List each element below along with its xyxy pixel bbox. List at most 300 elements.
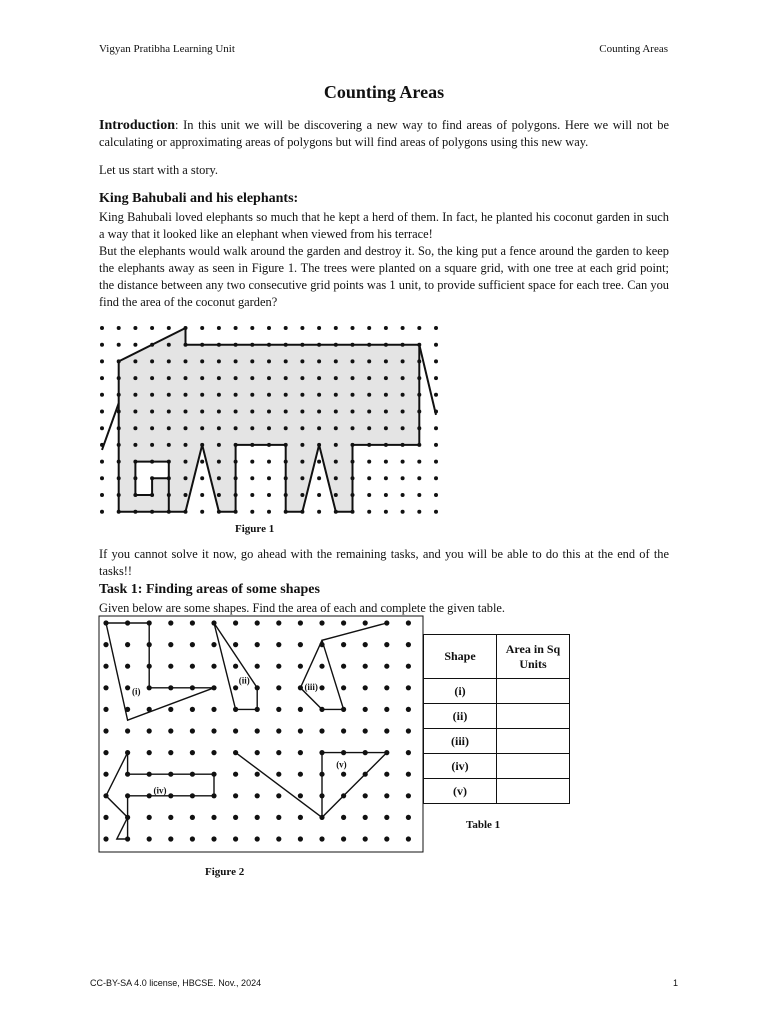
- grid-dot: [211, 772, 216, 777]
- grid-dot: [150, 359, 154, 363]
- grid-dot: [200, 359, 204, 363]
- grid-dot: [184, 393, 188, 397]
- grid-dot: [284, 460, 288, 464]
- elephant-fence-outline: [119, 328, 420, 512]
- grid-dot: [276, 728, 281, 733]
- grid-dot: [363, 772, 368, 777]
- grid-dot: [147, 772, 152, 777]
- grid-dot: [406, 707, 411, 712]
- grid-dot: [133, 359, 137, 363]
- grid-dot: [384, 685, 389, 690]
- grid-dot: [125, 772, 130, 777]
- grid-dot: [190, 664, 195, 669]
- grid-dot: [334, 359, 338, 363]
- grid-dot: [417, 493, 421, 497]
- grid-dot: [300, 376, 304, 380]
- grid-dot: [434, 410, 438, 414]
- grid-dot: [363, 793, 368, 798]
- grid-dot: [233, 685, 238, 690]
- grid-dot: [384, 460, 388, 464]
- grid-dot: [284, 326, 288, 330]
- grid-dot: [184, 343, 188, 347]
- grid-dot: [233, 642, 238, 647]
- grid-dot: [341, 815, 346, 820]
- grid-dot: [367, 510, 371, 514]
- grid-dot: [167, 343, 171, 347]
- grid-dot: [334, 443, 338, 447]
- grid-dot: [267, 393, 271, 397]
- grid-dot: [267, 443, 271, 447]
- grid-dot: [284, 510, 288, 514]
- grid-dot: [384, 750, 389, 755]
- grid-dot: [200, 393, 204, 397]
- grid-dot: [351, 510, 355, 514]
- grid-dot: [300, 426, 304, 430]
- elephant-tail: [419, 345, 436, 415]
- grid-dot: [133, 510, 137, 514]
- grid-dot: [147, 664, 152, 669]
- grid-dot: [341, 664, 346, 669]
- grid-dot: [234, 426, 238, 430]
- grid-dot: [406, 685, 411, 690]
- grid-dot: [217, 410, 221, 414]
- grid-dot: [367, 443, 371, 447]
- grid-dot: [276, 642, 281, 647]
- grid-dot: [100, 426, 104, 430]
- grid-dot: [341, 728, 346, 733]
- grid-dot: [319, 793, 324, 798]
- grid-dot: [233, 750, 238, 755]
- grid-dot: [341, 685, 346, 690]
- story-line: Let us start with a story.: [99, 163, 218, 177]
- grid-dot: [384, 326, 388, 330]
- grid-dot: [233, 664, 238, 669]
- table-caption: Table 1: [466, 819, 501, 831]
- grid-dot: [267, 376, 271, 380]
- grid-dot: [200, 443, 204, 447]
- grid-dot: [125, 815, 130, 820]
- grid-dot: [217, 443, 221, 447]
- grid-dot: [103, 642, 108, 647]
- grid-dot: [351, 326, 355, 330]
- grid-dot: [167, 493, 171, 497]
- grid-dot: [100, 326, 104, 330]
- grid-dot: [117, 326, 121, 330]
- grid-dot: [267, 510, 271, 514]
- grid-dot: [276, 750, 281, 755]
- grid-dot: [117, 510, 121, 514]
- grid-dot: [250, 443, 254, 447]
- grid-dot: [317, 426, 321, 430]
- grid-dot: [147, 815, 152, 820]
- table-row: [424, 779, 570, 804]
- grid-dot: [341, 620, 346, 625]
- intro-text: : In this unit we will be discovering a new way to find areas of polygons. Here we will not be calculating or approximating areas of polygons but will find areas of polygons using this new way.: [99, 118, 669, 149]
- grid-dot: [125, 685, 130, 690]
- grid-dot: [217, 476, 221, 480]
- table-header-area: Area in Sq Units: [497, 635, 570, 679]
- grid-dot: [406, 793, 411, 798]
- grid-dot: [117, 343, 121, 347]
- grid-dot: [363, 664, 368, 669]
- grid-dot: [276, 836, 281, 841]
- grid-dot: [233, 707, 238, 712]
- grid-dot: [351, 343, 355, 347]
- grid-dot: [276, 793, 281, 798]
- grid-dot: [300, 343, 304, 347]
- grid-dot: [184, 476, 188, 480]
- grid-dot: [255, 836, 260, 841]
- grid-dot: [298, 836, 303, 841]
- grid-dot: [367, 393, 371, 397]
- grid-dot: [367, 410, 371, 414]
- grid-dot: [233, 815, 238, 820]
- grid-dot: [417, 359, 421, 363]
- grid-dot: [255, 707, 260, 712]
- grid-dot: [150, 410, 154, 414]
- grid-dot: [363, 707, 368, 712]
- table-header-row: [424, 635, 570, 679]
- grid-dot: [319, 642, 324, 647]
- grid-dot: [276, 664, 281, 669]
- grid-dot: [103, 685, 108, 690]
- grid-dot: [300, 460, 304, 464]
- shape-i-outline: [106, 623, 214, 720]
- grid-dot: [319, 685, 324, 690]
- page-title: Counting Areas: [323, 82, 445, 102]
- grid-dot: [284, 343, 288, 347]
- grid-dot: [406, 620, 411, 625]
- grid-dot: [255, 793, 260, 798]
- header-left: Vigyan Pratibha Learning Unit: [99, 43, 235, 55]
- grid-dot: [117, 393, 121, 397]
- grid-dot: [317, 376, 321, 380]
- grid-dot: [317, 343, 321, 347]
- grid-dot: [211, 642, 216, 647]
- grid-dot: [351, 443, 355, 447]
- grid-dot: [351, 410, 355, 414]
- grid-dot: [125, 793, 130, 798]
- grid-dot: [276, 772, 281, 777]
- grid-dot: [150, 326, 154, 330]
- grid-dot: [168, 836, 173, 841]
- grid-dot: [233, 793, 238, 798]
- grid-dot: [276, 815, 281, 820]
- grid-dot: [200, 410, 204, 414]
- grid-dot: [200, 460, 204, 464]
- grid-dot: [234, 443, 238, 447]
- grid-dot: [334, 410, 338, 414]
- grid-dot: [190, 685, 195, 690]
- grid-dot: [167, 326, 171, 330]
- grid-dot: [384, 343, 388, 347]
- grid-dot: [167, 460, 171, 464]
- grid-dot: [255, 664, 260, 669]
- grid-dot: [284, 376, 288, 380]
- grid-dot: [125, 750, 130, 755]
- grid-dot: [334, 326, 338, 330]
- grid-dot: [233, 772, 238, 777]
- grid-dot: [401, 460, 405, 464]
- grid-dot: [190, 836, 195, 841]
- grid-dot: [298, 664, 303, 669]
- table-cell-area[interactable]: [497, 729, 570, 754]
- grid-dot: [384, 793, 389, 798]
- section-paragraph-1: King Bahubali loved elephants so much that he kept a herd of them. In fact, he planted his coconut garden in such a way that it looked like an elephant when viewed from his terrace!: [99, 210, 669, 241]
- grid-dot: [406, 772, 411, 777]
- grid-dot: [363, 620, 368, 625]
- grid-dot: [217, 359, 221, 363]
- grid-dot: [150, 510, 154, 514]
- grid-dot: [234, 410, 238, 414]
- grid-dot: [298, 707, 303, 712]
- grid-dot: [319, 772, 324, 777]
- grid-dot: [125, 836, 130, 841]
- grid-dot: [267, 326, 271, 330]
- grid-dot: [255, 750, 260, 755]
- grid-dot: [341, 793, 346, 798]
- grid-dot: [384, 426, 388, 430]
- grid-dot: [117, 476, 121, 480]
- grid-dot: [367, 476, 371, 480]
- grid-dot: [233, 728, 238, 733]
- grid-dot: [147, 707, 152, 712]
- grid-dot: [103, 793, 108, 798]
- grid-dot: [190, 620, 195, 625]
- grid-dot: [363, 728, 368, 733]
- grid-dot: [319, 664, 324, 669]
- grid-dot: [250, 493, 254, 497]
- grid-dot: [217, 510, 221, 514]
- grid-dot: [100, 410, 104, 414]
- grid-dot: [401, 493, 405, 497]
- grid-dot: [184, 493, 188, 497]
- grid-dot: [133, 393, 137, 397]
- grid-dot: [434, 343, 438, 347]
- grid-dot: [417, 326, 421, 330]
- grid-dot: [319, 836, 324, 841]
- grid-dot: [150, 443, 154, 447]
- table-cell-shape: (iii): [424, 729, 497, 754]
- grid-dot: [133, 460, 137, 464]
- grid-dot: [234, 460, 238, 464]
- table-header-shape: Shape: [424, 635, 497, 679]
- grid-dot: [351, 476, 355, 480]
- shape-label: (iv): [153, 785, 167, 796]
- grid-dot: [334, 376, 338, 380]
- table-cell-area[interactable]: [497, 704, 570, 729]
- grid-dot: [367, 359, 371, 363]
- grid-dot: [234, 510, 238, 514]
- grid-dot: [317, 476, 321, 480]
- grid-dot: [100, 359, 104, 363]
- grid-dot: [103, 664, 108, 669]
- grid-dot: [234, 359, 238, 363]
- grid-dot: [184, 359, 188, 363]
- grid-dot: [250, 393, 254, 397]
- grid-dot: [267, 410, 271, 414]
- grid-dot: [341, 772, 346, 777]
- grid-dot: [133, 426, 137, 430]
- grid-dot: [334, 426, 338, 430]
- grid-dot: [255, 642, 260, 647]
- grid-dot: [434, 359, 438, 363]
- grid-dot: [417, 443, 421, 447]
- grid-dot: [384, 410, 388, 414]
- grid-dot: [367, 343, 371, 347]
- grid-dot: [147, 793, 152, 798]
- grid-dot: [384, 728, 389, 733]
- table-cell-area[interactable]: [497, 754, 570, 779]
- grid-dot: [250, 359, 254, 363]
- grid-dot: [167, 376, 171, 380]
- grid-dot: [334, 510, 338, 514]
- grid-dot: [125, 728, 130, 733]
- grid-dot: [401, 376, 405, 380]
- grid-dot: [103, 836, 108, 841]
- grid-dot: [317, 359, 321, 363]
- grid-dot: [417, 376, 421, 380]
- grid-dot: [168, 707, 173, 712]
- grid-dot: [298, 685, 303, 690]
- grid-dot: [100, 393, 104, 397]
- grid-dot: [284, 426, 288, 430]
- grid-dot: [103, 772, 108, 777]
- grid-dot: [168, 772, 173, 777]
- grid-dot: [147, 728, 152, 733]
- grid-dot: [341, 707, 346, 712]
- shape-iv-outline: [106, 753, 214, 839]
- grid-dot: [250, 460, 254, 464]
- grid-dot: [300, 493, 304, 497]
- grid-dot: [363, 836, 368, 841]
- grid-dot: [406, 836, 411, 841]
- grid-dot: [284, 393, 288, 397]
- grid-dot: [234, 376, 238, 380]
- table-row: [424, 754, 570, 779]
- shape-v-outline: [236, 753, 387, 818]
- grid-dot: [167, 393, 171, 397]
- grid-dot: [417, 460, 421, 464]
- grid-dot: [319, 707, 324, 712]
- grid-dot: [401, 443, 405, 447]
- grid-dot: [298, 620, 303, 625]
- grid-dot: [168, 642, 173, 647]
- grid-dot: [384, 836, 389, 841]
- grid-dot: [190, 750, 195, 755]
- area-table: [423, 634, 570, 804]
- grid-dot: [255, 620, 260, 625]
- table-cell-area[interactable]: [497, 779, 570, 804]
- grid-dot: [363, 815, 368, 820]
- grid-dot: [125, 707, 130, 712]
- grid-dot: [255, 772, 260, 777]
- grid-dot: [217, 326, 221, 330]
- grid-dot: [250, 410, 254, 414]
- grid-dot: [434, 376, 438, 380]
- grid-dot: [401, 410, 405, 414]
- table-row: [424, 679, 570, 704]
- grid-dot: [167, 426, 171, 430]
- grid-dot: [217, 393, 221, 397]
- grid-dot: [133, 476, 137, 480]
- grid-dot: [334, 476, 338, 480]
- grid-dot: [298, 750, 303, 755]
- grid-dot: [190, 642, 195, 647]
- grid-dot: [401, 359, 405, 363]
- grid-dot: [234, 326, 238, 330]
- grid-dot: [184, 326, 188, 330]
- grid-dot: [117, 426, 121, 430]
- grid-dot: [103, 750, 108, 755]
- grid-dot: [300, 326, 304, 330]
- grid-dot: [401, 510, 405, 514]
- grid-dot: [319, 620, 324, 625]
- grid-dot: [434, 443, 438, 447]
- grid-dot: [401, 393, 405, 397]
- grid-dot: [417, 343, 421, 347]
- grid-dot: [300, 476, 304, 480]
- table-cell-area[interactable]: [497, 679, 570, 704]
- grid-dot: [211, 685, 216, 690]
- grid-dot: [211, 728, 216, 733]
- grid-dot: [150, 393, 154, 397]
- shape-label: (v): [336, 759, 347, 770]
- grid-dot: [351, 493, 355, 497]
- grid-dot: [401, 476, 405, 480]
- table-cell-shape: (i): [424, 679, 497, 704]
- grid-dot: [351, 393, 355, 397]
- grid-dot: [234, 343, 238, 347]
- grid-dot: [317, 443, 321, 447]
- grid-dot: [190, 772, 195, 777]
- grid-dot: [200, 476, 204, 480]
- grid-dot: [434, 393, 438, 397]
- grid-dot: [117, 410, 121, 414]
- grid-dot: [351, 426, 355, 430]
- grid-dot: [147, 620, 152, 625]
- grid-dot: [351, 359, 355, 363]
- grid-dot: [434, 510, 438, 514]
- grid-dot: [125, 620, 130, 625]
- grid-dot: [267, 460, 271, 464]
- grid-dot: [284, 476, 288, 480]
- grid-dot: [217, 426, 221, 430]
- grid-dot: [250, 343, 254, 347]
- grid-dot: [406, 664, 411, 669]
- grid-dot: [184, 376, 188, 380]
- grid-dot: [319, 815, 324, 820]
- grid-dot: [367, 426, 371, 430]
- grid-dot: [100, 493, 104, 497]
- grid-dot: [250, 476, 254, 480]
- grid-dot: [401, 426, 405, 430]
- footer-page-number: 1: [672, 978, 678, 988]
- grid-dot: [150, 476, 154, 480]
- grid-dot: [300, 393, 304, 397]
- grid-dot: [300, 510, 304, 514]
- grid-dot: [341, 836, 346, 841]
- grid-dot: [298, 642, 303, 647]
- grid-dot: [250, 326, 254, 330]
- grid-dot: [276, 707, 281, 712]
- intro-paragraph: [99, 117, 669, 151]
- grid-dot: [384, 510, 388, 514]
- table-row: [424, 729, 570, 754]
- grid-dot: [234, 393, 238, 397]
- grid-dot: [167, 510, 171, 514]
- grid-dot: [363, 685, 368, 690]
